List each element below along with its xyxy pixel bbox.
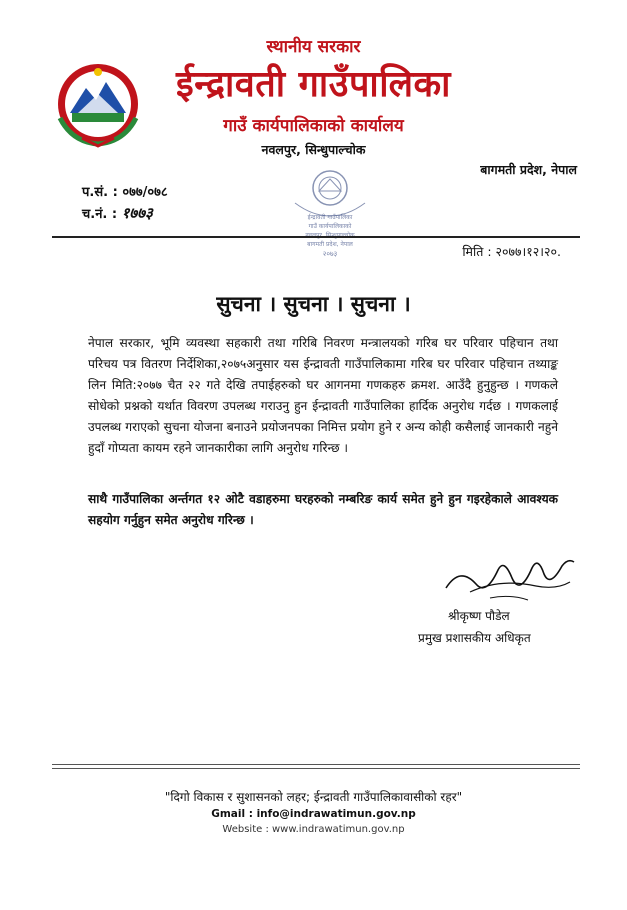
footer-divider-inner — [52, 768, 580, 769]
cn-label: च.नं. : — [82, 207, 118, 222]
notice-title: सुचना । सुचना । सुचना । — [216, 292, 411, 316]
ps-label: प.सं. : — [82, 185, 118, 200]
municipality-name: ईन्द्रावती गाउँपालिका — [176, 64, 451, 105]
signature-scribble — [440, 548, 580, 610]
cn-value: १७७३ — [121, 204, 153, 222]
letter-date: मिति : २०७७।१२।२०. — [462, 244, 561, 259]
stamp-line-1: ईन्द्रावती गाउँपालिका — [307, 214, 353, 221]
stamp-line-4: बागमती प्रदेश, नेपाल — [307, 241, 353, 248]
office-stamp-icon — [285, 163, 375, 261]
stamp-year: २०७३ — [322, 250, 338, 258]
footer-website: Website : www.indrawatimun.gov.np — [222, 824, 405, 834]
signatory-designation: प्रमुख प्रशासकीय अधिकृत — [418, 631, 531, 645]
notice-paragraph-2: साथै गाउँपालिका अर्न्तगत १२ ओटै वडाहरुमा घरहरुको नम्बरिङ कार्य समेत हुने हुन गइरहेकाले आवश्यक सहयोग गर्नुहुन समेत अनुरोध गरिन्छ । — [88, 492, 558, 527]
footer-email: Gmail : info@indrawatimun.gov.np — [211, 808, 416, 820]
province-name: बागमती प्रदेश, नेपाल — [480, 162, 577, 177]
notice-paragraph-1: नेपाल सरकार, भूमि व्यवस्था सहकारी तथा गरिबि निवरण मन्त्रालयको गरिब घर परिवार पहिचान तथा परिचय पत्र वितरण निर्देशिका,२०७५अनुसार यस ईन्द्रावती गाउँपालिकामा गरिब घर परिवार पहिचान तथ्याङ्क लिन मिति:२०७७ चैत २२ गते देखि तपाईहरुको घर आगनमा गणकहरु क्रमश. आउँदै हुनुहुन्छ । गणकले सोधेको प्रश्नको यर्थात विवरण उपलब्ध गराउनु हुन ईन्द्रावती गाउँपालिका हार्दिक अनुरोध गर्दछ । गणकलाई उपलब्ध गराएको सुचना योजना बनाउने प्रयोजनपका निमित्त प्रयोग हुने र अन्य कोही कसैलाई जानकारी नहुने हुदाँ गोप्यता कायम रहने जानकारीका लागि अनुरोध गरिन्छ । — [88, 336, 558, 455]
local-government-heading: स्थानीय सरकार — [266, 37, 361, 57]
office-address: नवलपुर, सिन्धुपाल्चोक — [261, 142, 366, 157]
office-name: गाउँ कार्यपालिकाको कार्यालय — [223, 116, 404, 136]
ps-value: ०७७/०७८ — [122, 185, 168, 200]
signatory-name: श्रीकृष्ण पौडेल — [448, 609, 510, 623]
footer-divider — [52, 764, 580, 765]
stamp-line-2: गाउँ कार्यपालिकाको — [308, 223, 352, 230]
reference-number — [82, 182, 168, 200]
dispatch-number — [82, 203, 153, 223]
footer-slogan: "दिगो विकास र सुशासनको लहर; ईन्द्रावती गाउँपालिकावासीको रहर" — [164, 790, 463, 804]
header-divider — [52, 236, 580, 238]
